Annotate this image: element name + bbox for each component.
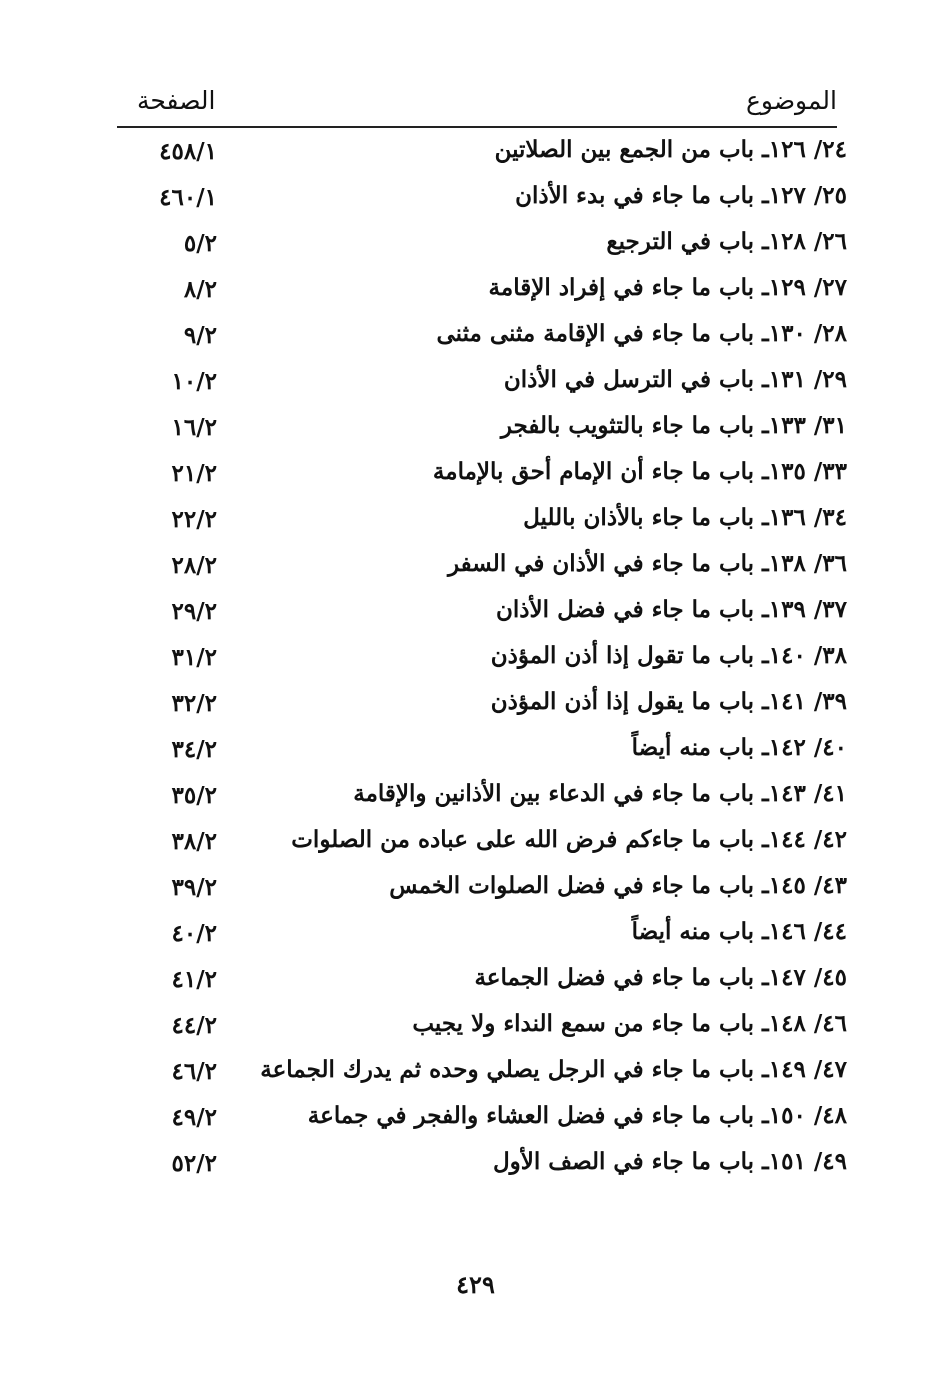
toc-entry-title: ٤٩/ ١٥١ـ باب ما جاء في الصف الأول <box>492 1148 847 1175</box>
toc-entry <box>117 548 847 594</box>
toc-entry-page: ٥٢/٢ <box>171 1150 217 1177</box>
toc-entry-page: ٣٨/٢ <box>171 828 217 855</box>
toc-entry-page: ٤٠/٢ <box>171 920 217 947</box>
toc-entry-page: ٤٦٠/١ <box>159 184 217 211</box>
toc-entry-page: ٣٥/٢ <box>171 782 217 809</box>
toc-entry-title: ٤٦/ ١٤٨ـ باب ما جاء من سمع النداء ولا يجيب <box>412 1010 847 1037</box>
toc-entry-page: ٢٢/٢ <box>171 506 217 533</box>
toc-entry-page: ٨/٢ <box>183 276 217 303</box>
toc-entry <box>117 962 847 1008</box>
toc-entry-page: ٣٢/٢ <box>171 690 217 717</box>
toc-entry-page: ١٦/٢ <box>171 414 217 441</box>
toc-entry-page: ٤٥٨/١ <box>159 138 217 165</box>
toc-entry-title: ٣٤/ ١٣٦ـ باب ما جاء بالأذان بالليل <box>523 504 847 531</box>
toc-entry-title: ٣٧/ ١٣٩ـ باب ما جاء في فضل الأذان <box>496 596 847 623</box>
toc-entry-page: ٤١/٢ <box>171 966 217 993</box>
toc-entry <box>117 180 847 226</box>
toc-entry-title: ٣٩/ ١٤١ـ باب ما يقول إذا أذن المؤذن <box>490 688 847 715</box>
toc-entry-title: ٤٧/ ١٤٩ـ باب ما جاء في الرجل يصلي وحده ثم يدرك الجماعة <box>260 1056 847 1083</box>
toc-entry <box>117 456 847 502</box>
toc-entry-title: ٢٦/ ١٢٨ـ باب في الترجيع <box>606 228 847 255</box>
page-number: ٤٢٩ <box>456 1270 495 1299</box>
toc-entry-title: ٤١/ ١٤٣ـ باب ما جاء في الدعاء بين الأذانين والإقامة <box>353 780 847 807</box>
toc-entry-title: ٣١/ ١٣٣ـ باب ما جاء بالتثويب بالفجر <box>500 412 847 439</box>
toc-entry <box>117 1100 847 1146</box>
toc-entry <box>117 778 847 824</box>
toc-entry-page: ٢٨/٢ <box>171 552 217 579</box>
toc-entry <box>117 640 847 686</box>
toc-entry <box>117 686 847 732</box>
page-column-heading: الصفحة <box>137 86 216 115</box>
toc-entry-page: ٢١/٢ <box>171 460 217 487</box>
toc-entry <box>117 916 847 962</box>
toc-entry <box>117 594 847 640</box>
toc-header <box>117 82 837 128</box>
toc-entry-page: ٩/٢ <box>183 322 217 349</box>
toc-entry <box>117 410 847 456</box>
toc-entry-title: ٤٣/ ١٤٥ـ باب ما جاء في فضل الصلوات الخمس <box>389 872 847 899</box>
toc-entry-title: ٣٨/ ١٤٠ـ باب ما تقول إذا أذن المؤذن <box>490 642 847 669</box>
toc-entry-title: ٢٧/ ١٢٩ـ باب ما جاء في إفراد الإقامة <box>488 274 847 301</box>
toc-entry <box>117 272 847 318</box>
toc-entry-page: ٤٩/٢ <box>171 1104 217 1131</box>
toc-entry-title: ٢٨/ ١٣٠ـ باب ما جاء في الإقامة مثنى مثنى <box>436 320 847 347</box>
toc-entry-page: ٣٤/٢ <box>171 736 217 763</box>
toc-entry <box>117 732 847 778</box>
toc-entry-title: ٤٤/ ١٤٦ـ باب منه أيضاً <box>631 918 847 945</box>
toc-entry <box>117 1146 847 1192</box>
toc-entry <box>117 870 847 916</box>
toc-entry-page: ٥/٢ <box>183 230 217 257</box>
toc-entry <box>117 1008 847 1054</box>
toc-entry-title: ٢٥/ ١٢٧ـ باب ما جاء في بدء الأذان <box>515 182 847 209</box>
toc-entry <box>117 1054 847 1100</box>
toc-entry-title: ٤٠/ ١٤٢ـ باب منه أيضاً <box>631 734 847 761</box>
toc-entry-title: ٤٢/ ١٤٤ـ باب ما جاءكم فرض الله على عباده من الصلوات <box>291 826 847 853</box>
toc-entry <box>117 502 847 548</box>
toc-entry <box>117 226 847 272</box>
toc-entry-title: ٤٨/ ١٥٠ـ باب ما جاء في فضل العشاء والفجر في جماعة <box>307 1102 847 1129</box>
toc-entry <box>117 824 847 870</box>
toc-entry <box>117 134 847 180</box>
toc-entry-title: ٣٦/ ١٣٨ـ باب ما جاء في الأذان في السفر <box>447 550 847 577</box>
toc-entry <box>117 318 847 364</box>
toc-entry-title: ٢٩/ ١٣١ـ باب في الترسل في الأذان <box>503 366 847 393</box>
toc-entry-page: ٢٩/٢ <box>171 598 217 625</box>
table-of-contents <box>117 134 847 1192</box>
toc-entry-page: ٣٩/٢ <box>171 874 217 901</box>
toc-entry-page: ١٠/٢ <box>171 368 217 395</box>
toc-entry-title: ٣٣/ ١٣٥ـ باب ما جاء أن الإمام أحق بالإمامة <box>432 458 847 485</box>
topic-column-heading: الموضوع <box>746 86 837 115</box>
toc-entry-title: ٤٥/ ١٤٧ـ باب ما جاء في فضل الجماعة <box>474 964 847 991</box>
toc-entry-page: ٤٦/٢ <box>171 1058 217 1085</box>
toc-entry-title: ٢٤/ ١٢٦ـ باب من الجمع بين الصلاتين <box>494 136 847 163</box>
toc-entry-page: ٣١/٢ <box>171 644 217 671</box>
toc-entry-page: ٤٤/٢ <box>171 1012 217 1039</box>
toc-entry <box>117 364 847 410</box>
